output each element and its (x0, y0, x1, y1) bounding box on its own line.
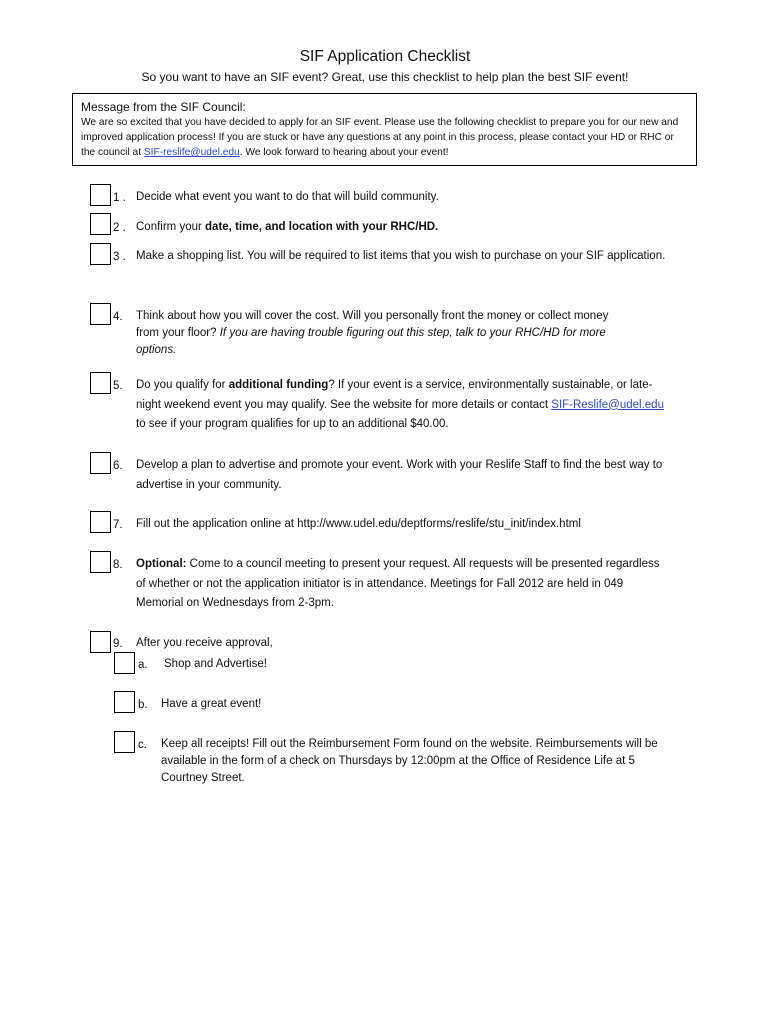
item-5-middle: ? If your event is a service, environmentally sustainable, or late-night weekend event you may qualify. See the website for more details or contact (136, 379, 653, 411)
message-heading: Message from the SIF Council: (81, 100, 246, 114)
item-2-text (136, 218, 666, 238)
subitem-a-text: Shop and Advertise! (164, 658, 267, 670)
checkbox-item-8[interactable] (90, 551, 111, 573)
checkbox-item-7[interactable] (90, 511, 111, 533)
subitem-letter: c. (138, 739, 147, 751)
checkbox-item-5[interactable] (90, 372, 111, 394)
item-8-text (136, 555, 666, 614)
item-number: 3 . (113, 251, 126, 263)
checkbox-subitem-a[interactable] (114, 652, 135, 674)
page-subtitle: So you want to have an SIF event? Great, use this checklist to help plan the best SIF event! (141, 70, 629, 84)
checkbox-item-6[interactable] (90, 452, 111, 474)
item-7-text: Fill out the application online at http://www.udel.edu/deptforms/reslife/stu_init/index.html (136, 518, 581, 530)
message-text: We are so excited that you have decided to apply for an SIF event. Please use the following checklist to prepare you for our new and improved application process! If you are stuck or have any questions at any point in this process, please contact your HD or RHC or the council at (81, 117, 679, 158)
item-number: 9. (113, 638, 123, 650)
item-8-bold: Optional: (136, 558, 187, 570)
subitem-b-text: Have a great event! (161, 698, 262, 710)
item-4-lead: Think about how you will cover the cost. Will you personally front the money or collect money from your floor? (136, 310, 609, 339)
item-2-bold: date, time, and location with your RHC/HD. (205, 221, 439, 233)
item-5-end: to see if your program qualifies for up to an additional $40.00. (136, 418, 449, 430)
checkbox-item-1[interactable] (90, 184, 111, 206)
item-number: 6. (113, 460, 123, 472)
message-text-end: . We look forward to hearing about your event! (239, 147, 449, 158)
item-number: 8. (113, 559, 123, 571)
council-message-box (72, 93, 697, 166)
item-6-text: Develop a plan to advertise and promote your event. Work with your Reslife Staff to find the best way to advertise in your community. (136, 459, 663, 491)
item-3-text: Make a shopping list. You will be required to list items that you wish to purchase on your SIF application. (136, 250, 666, 262)
item-5-lead: Do you qualify for (136, 379, 229, 391)
item-2-lead: Confirm your (136, 221, 206, 233)
checkbox-item-2[interactable] (90, 213, 111, 235)
subitem-c-text: Keep all receipts! Fill out the Reimbursement Form found on the website. Reimbursements will be available in the form of a check on Thursdays by 12:00pm at the Office of Residence Life at 5 Courtney Street. (161, 738, 658, 784)
checkbox-item-4[interactable] (90, 303, 111, 325)
checkbox-item-3[interactable] (90, 243, 111, 265)
item-number: 5. (113, 380, 123, 392)
reslife-email-link[interactable]: SIF-Reslife@udel.edu (551, 398, 664, 411)
item-number: 1 . (113, 192, 126, 204)
council-email-link[interactable]: SIF-reslife@udel.edu (143, 147, 240, 158)
item-9-text: After you receive approval, (136, 637, 273, 649)
checkbox-subitem-b[interactable] (114, 691, 135, 713)
item-1-text: Decide what event you want to do that will build community. (136, 191, 439, 203)
item-number: 2 . (113, 222, 126, 234)
item-4-text (136, 308, 626, 359)
item-number: 7. (113, 519, 123, 531)
item-8-rest: Come to a council meeting to present your request. All requests will be presented regardless of whether or not the application initiator is in attendance. Meetings for Fall 2012 are held in 049 Memorial on Wednesdays from 2-3pm. (136, 558, 660, 609)
page-title: SIF Application Checklist (299, 48, 471, 65)
item-5-bold: additional funding (228, 379, 329, 391)
checkbox-subitem-c[interactable] (114, 731, 135, 753)
subitem-letter: b. (138, 699, 148, 711)
item-5-text (136, 376, 664, 435)
item-number: 4. (113, 311, 123, 323)
item-4-italic: If you are having trouble figuring out this step, talk to your RHC/HD for more options. (136, 327, 606, 356)
message-body (81, 115, 688, 160)
subitem-letter: a. (138, 659, 148, 671)
checkbox-item-9[interactable] (90, 631, 111, 653)
